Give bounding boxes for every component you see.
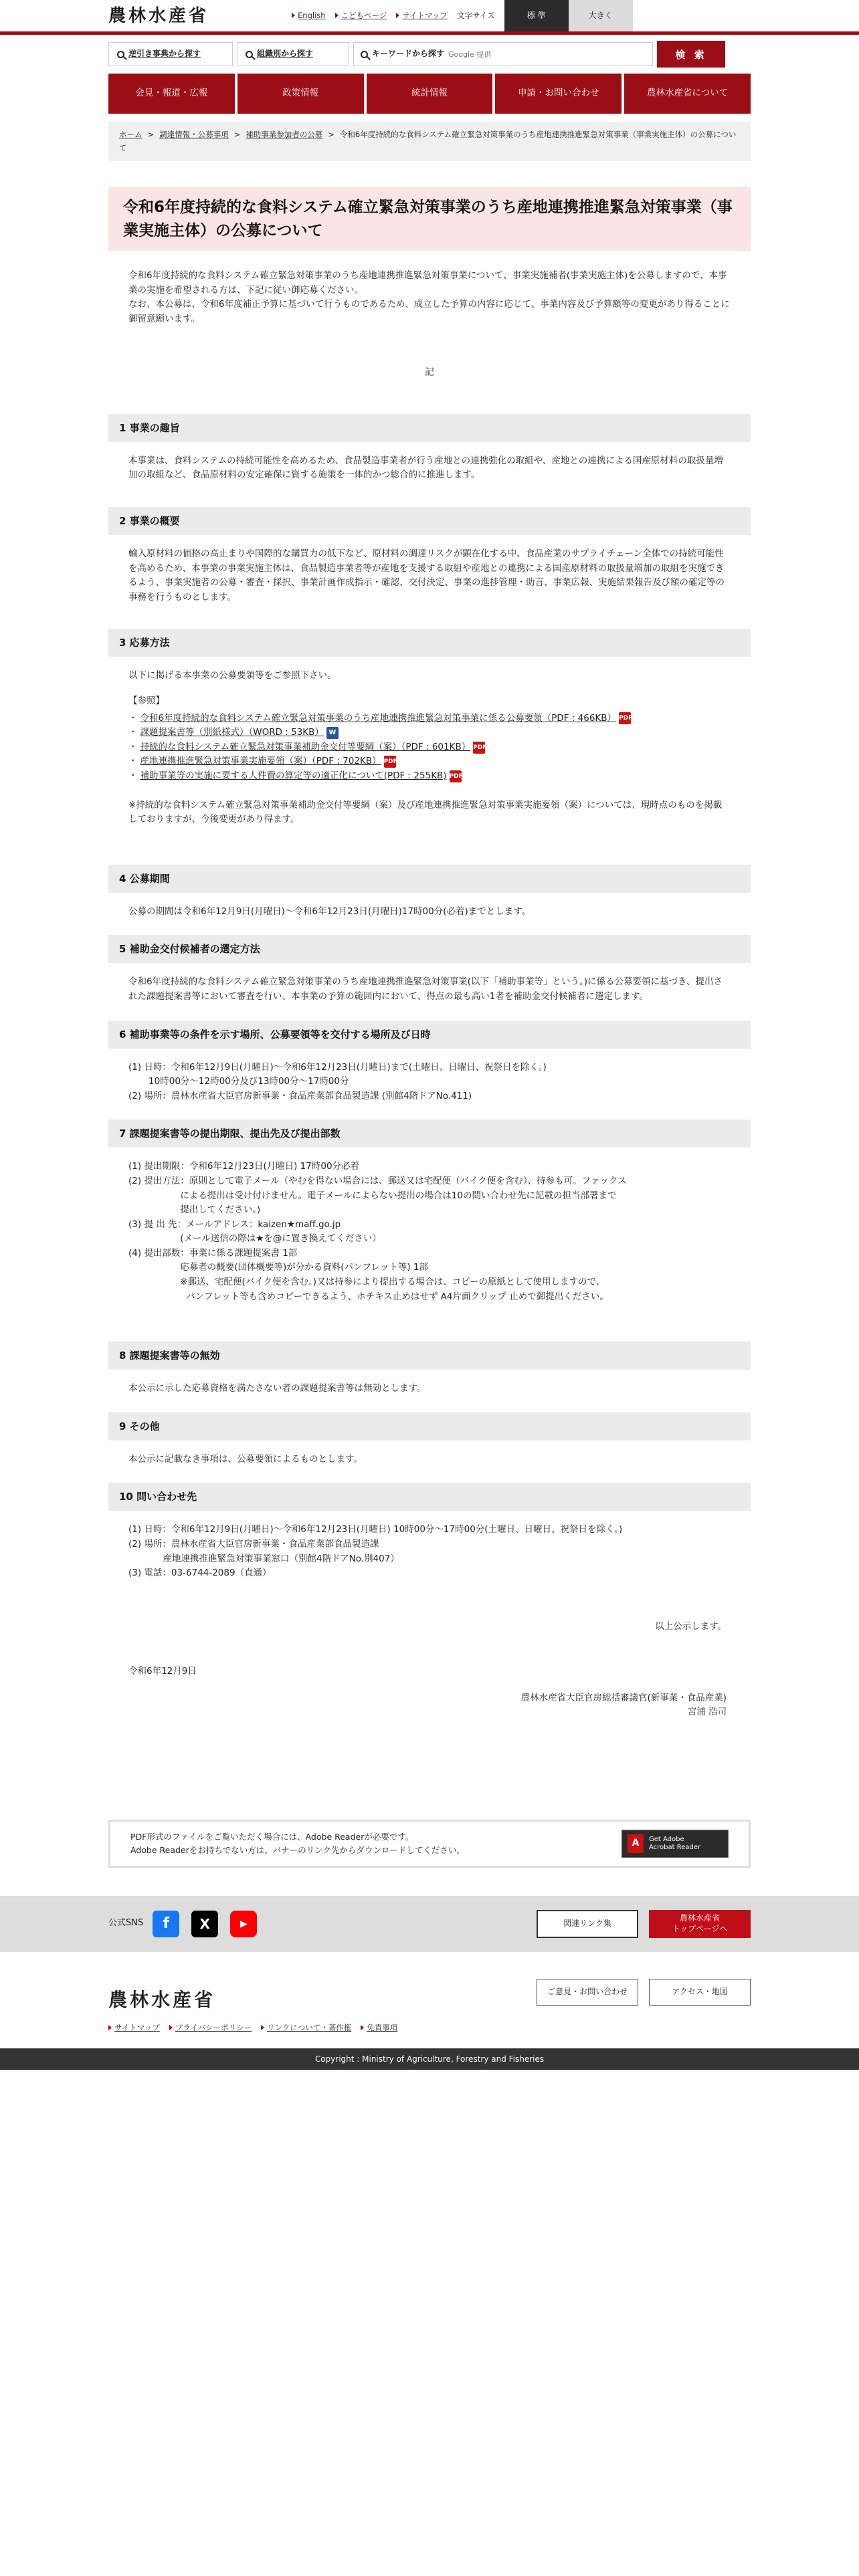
font-size-switcher — [457, 0, 633, 31]
list-item: ・ 課題提案書等（別紙様式）（WORD : 53KB） W — [128, 726, 731, 740]
section-line: (1) 提出期限：令和6年12月23日(月曜日) 17時00分必着 — [128, 1161, 360, 1172]
section-body — [108, 905, 751, 920]
top-header — [0, 0, 859, 35]
sitemap-link-label: サイトマップ — [402, 11, 448, 21]
gnav-policy[interactable]: 政策情報 — [237, 74, 364, 114]
list-item: ・ 産地連携推進緊急対策事業実施要領（案）（PDF : 702KB） PDF — [128, 754, 731, 769]
section-body — [108, 1453, 751, 1467]
section-text: 輸入原材料の価格の高止まりや国際的な購買力の低下など、原材料の調達リスクが顕在化する中、食品産業のサプライチェーン全体での持続可能性を高めるため、本事業の事業実施主体は、食品製造事業者等が産地を支援する取組や産地との連携による国産原材料の取扱量増加の取組を実施できるよう、事業実施者の公募・審査・採択、事業計画作成指示・確認、交付決定、事業の進捗管理・助言、事業広報、実施結果報告及び額の確定等の事務を行うものとします。 — [128, 548, 725, 603]
section-body — [108, 1061, 751, 1104]
maff-top-line: 農林水産省 — [679, 1913, 720, 1923]
section-heading: 1 事業の趣旨 — [108, 414, 751, 442]
section-line: 提出してください。) — [128, 1204, 261, 1216]
english-link-label: English — [298, 11, 326, 21]
section-text: 令和6年度持続的な食料システム確立緊急対策事業のうち産地連携推進緊急対策事業(以下「補助事業等」という。)に係る公募要領に基づき、提出された課題提案書等において審査を行い、本事業の予算の範囲内において、得点の最も高い1者を補助金交付候補者に選定します。 — [128, 976, 723, 1002]
adobe-button-line: Get Adobe — [649, 1835, 684, 1843]
font-size-standard-button[interactable]: 標 準 — [504, 0, 569, 31]
intro-paragraph: 令和6年度持続的な食料システム確立緊急対策事業のうち産地連携推進緊急対策事業について、事業実施補者(事業実施主体)を公募しますので、本事業の実施を希望される方は、下記に従い御応募ください。 — [128, 270, 727, 296]
breadcrumb-separator: > — [147, 130, 155, 139]
footer-link-sitemap[interactable] — [108, 2022, 160, 2034]
sitemap-link[interactable] — [396, 9, 448, 21]
section-text: 公募の期間は令和6年12月9日(月曜日)～令和6年12月23日(月曜日)17時00分(必着)までとします。 — [128, 905, 531, 917]
gnav-application[interactable]: 申請・お問い合わせ — [495, 74, 622, 114]
pdf-icon: PDF — [450, 770, 462, 782]
adobe-button-text — [649, 1836, 700, 1852]
section-line: (2) 場所：農林水産省大臣官房新事業・食品産業部食品製造課 — [128, 1539, 379, 1550]
announcement-date: 令和6年12月9日 — [128, 1666, 197, 1677]
ref-link-implementation[interactable]: 産地連携推進緊急対策事業実施要領（案）（PDF : 702KB） — [140, 756, 381, 767]
section-body — [108, 1160, 751, 1304]
section-line: (3) 電話：03-6744-2089（直通） — [128, 1568, 272, 1579]
reference-label: 【参照】 — [128, 695, 165, 707]
section-body — [108, 547, 751, 605]
section-heading: 10 問い合わせ先 — [108, 1483, 751, 1511]
english-link[interactable] — [292, 9, 326, 21]
adobe-button-line: Acrobat Reader — [649, 1843, 701, 1851]
breadcrumb-subsidy[interactable]: 補助事業参加者の公募 — [246, 130, 323, 139]
get-adobe-reader-button[interactable] — [622, 1830, 729, 1858]
intro — [108, 251, 751, 326]
search-row — [0, 35, 859, 74]
breadcrumb-separator: > — [328, 130, 335, 139]
site-logo[interactable]: 農林水産省 — [108, 5, 209, 26]
footer-link-label: プライバシーポリシー — [175, 2022, 252, 2032]
arrow-icon — [396, 13, 399, 18]
section-heading: 4 公募期間 — [108, 865, 751, 893]
arrow-icon — [169, 2025, 173, 2030]
arrow-icon — [335, 13, 339, 18]
arrow-icon — [261, 2025, 264, 2030]
search-icon — [361, 51, 368, 58]
footer-right-buttons — [537, 1979, 751, 2006]
ref-link-grant-rules[interactable]: 持続的な食料システム確立緊急対策事業補助金交付等要綱（案）（PDF : 601KB） — [140, 741, 471, 752]
breadcrumb-current: 令和6年度持続的な食料システム確立緊急対策事業のうち産地連携推進緊急対策事業（事業実施主体）の公募について — [119, 130, 737, 152]
footer-link-copyright[interactable] — [261, 2022, 351, 2034]
section-heading: 6 補助事業等の条件を示す場所、公募要領等を交付する場所及び日時 — [108, 1021, 751, 1049]
section-line: ※郵送、宅配便(バイク便を含む。)又は持参により提出する場合は、コピーの原紙として使用しますので、 — [128, 1277, 605, 1288]
footer-link-label: 免責事項 — [367, 2022, 398, 2032]
list-item: ・ 補助事業等の実施に要する人件費の算定等の適正化について(PDF : 255KB) PDF — [128, 769, 731, 784]
section-line: (メール送信の際は★を@に置き換えてください） — [128, 1233, 381, 1245]
search-by-purpose-label: 逆引き事典から探す — [128, 49, 201, 59]
sns-label: 公式SNS — [108, 1918, 144, 1929]
adobe-notice-line: Adobe Readerをお持ちでない方は、バナーのリンク先からダウンロードしてください。 — [130, 1844, 465, 1855]
section-heading: 2 事業の概要 — [108, 507, 751, 535]
section-line: (1) 日時：令和6年12月9日(月曜日)～令和6年12月23日(月曜日) 10時00分～17時00分(土曜日、日曜日、祝祭日を除く。) — [128, 1524, 623, 1535]
section-heading: 5 補助金交付候補者の選定方法 — [108, 935, 751, 963]
search-by-org-button[interactable] — [237, 42, 349, 66]
section-text: 本公示に記載なき事項は、公募要領によるものとします。 — [128, 1453, 363, 1465]
facebook-icon[interactable]: f — [153, 1911, 179, 1937]
section-line: (2) 場所：農林水産省大臣官房新事業・食品産業部食品製造課 (別館4階ドアNo.411) — [128, 1090, 472, 1101]
font-size-label: 文字サイズ — [457, 11, 495, 21]
keyword-search-input[interactable] — [448, 45, 646, 63]
signer — [108, 1691, 751, 1719]
page-title: 令和6年度持続的な食料システム確立緊急対策事業のうち産地連携推進緊急対策事業（事業実施主体）の公募について — [108, 187, 751, 251]
related-links-button[interactable]: 関連リンク集 — [537, 1910, 638, 1938]
adobe-icon: A — [628, 1834, 644, 1853]
closing-text: 以上公示します。 — [655, 1620, 727, 1632]
font-size-large-button[interactable]: 大きく — [569, 0, 633, 31]
ref-link-forms[interactable]: 課題提案書等（別紙様式）（WORD : 53KB） — [140, 727, 324, 738]
signer-name: 宮浦 浩司 — [687, 1706, 727, 1717]
section-text: 本公示に示した応募資格を満たさない者の課題提案書等は無効とします。 — [128, 1383, 426, 1394]
word-icon: W — [326, 727, 339, 739]
search-icon — [246, 51, 253, 58]
section-body — [108, 1382, 751, 1396]
gnav-about[interactable]: 農林水産省について — [624, 74, 751, 114]
pdf-icon: PDF — [619, 712, 631, 724]
gnav-statistics[interactable]: 統計情報 — [367, 74, 493, 114]
list-item: ・ 持続的な食料システム確立緊急対策事業補助金交付等要綱（案）（PDF : 601KB） PDF — [128, 740, 731, 755]
reference-list — [128, 712, 731, 784]
access-map-button[interactable]: アクセス・地図 — [649, 1979, 751, 2006]
search-by-org-label: 組織別から探す — [257, 49, 314, 59]
section-line: (1) 日時：令和6年12月9日(月曜日)～令和6年12月23日(月曜日)まで(土曜日、日曜日、祝祭日を除く。) — [128, 1061, 547, 1073]
footer-link-label: サイトマップ — [114, 2022, 160, 2032]
ref-link-personnel-cost[interactable]: 補助事業等の実施に要する人件費の算定等の適正化について(PDF : 255KB) — [140, 770, 447, 781]
section-line: (2) 提出方法：原則として電子メール（やむを得ない場合には、郵送又は宅配便（バイク便を含む）、持参も可。ファックス — [128, 1175, 627, 1186]
search-submit-button[interactable]: 検 索 — [657, 41, 725, 68]
section-body — [108, 454, 751, 483]
footer — [0, 1952, 859, 2080]
gnav-press[interactable]: 会見・報道・広報 — [108, 74, 235, 114]
adobe-notice-text — [130, 1830, 465, 1857]
section-line: 産地連携推進緊急対策事業窓口（別館4階ドアNo.別407） — [128, 1553, 399, 1564]
footer-links — [108, 2022, 397, 2034]
maff-top-line: トップページへ — [672, 1923, 728, 1933]
keyword-search-box — [353, 42, 653, 66]
global-nav — [108, 74, 751, 114]
adobe-notice-line: PDF形式のファイルをご覧いただく場合には、Adobe Readerが必要です。 — [130, 1831, 414, 1842]
breadcrumb — [108, 122, 751, 161]
sns-right-buttons — [537, 1910, 751, 1938]
intro-paragraph: なお、本公募は、令和6年度補正予算に基づいて行うものであるため、成立した予算の内容に応じて、事業内容及び予算額等の変更があり得ることに御留意願います。 — [128, 299, 730, 324]
section-body — [108, 669, 751, 827]
section-body — [108, 975, 751, 1004]
kids-page-link-label: こどもページ — [341, 11, 387, 21]
section-body — [108, 1523, 751, 1580]
breadcrumb-separator: > — [233, 130, 241, 139]
utility-links — [292, 9, 448, 21]
keyword-search-label: キーワードから探す — [372, 49, 445, 59]
footer-left — [108, 1979, 397, 2034]
search-icon — [117, 51, 124, 58]
copyright-bar: Copyright : Ministry of Agriculture, Forestry and Fisheries — [0, 2048, 859, 2070]
section-line: (3) 提 出 先：メールアドレス：kaizen★maff.go.jp — [128, 1218, 341, 1230]
youtube-icon[interactable]: ▶ — [230, 1911, 257, 1937]
pdf-icon: PDF — [384, 756, 396, 768]
adobe-reader-notice — [108, 1820, 751, 1868]
section-heading: 9 その他 — [108, 1412, 751, 1440]
sns-band — [0, 1896, 859, 1952]
signer-title: 農林水産省大臣官房総括審議官(新事業・食品産業) — [520, 1693, 727, 1704]
section-line: 10時00分～12時00分及び13時00分～17時00分 — [128, 1076, 349, 1087]
section-heading: 7 課題提案書等の提出期限、提出先及び提出部数 — [108, 1119, 751, 1148]
section-heading: 3 応募方法 — [108, 629, 751, 657]
section-line: による提出は受け付けません。電子メールによらない提出の場合は10の問い合わせ先に記載の担当部署まで — [128, 1190, 617, 1201]
section-line: (4) 提出部数：事業に係る課題提案書 1部 — [128, 1247, 298, 1259]
x-twitter-icon[interactable]: X — [191, 1911, 218, 1937]
ki-heading: 記 — [425, 367, 434, 379]
arrow-icon — [292, 13, 295, 18]
arrow-icon — [361, 2025, 364, 2030]
search-by-purpose-button[interactable] — [108, 42, 233, 66]
list-item: ・ 令和6年度持続的な食料システム確立緊急対策事業のうち産地連携推進緊急対策事業に係る公募要領（PDF : 466KB） PDF — [128, 712, 731, 726]
kids-page-link[interactable] — [335, 9, 387, 21]
contact-button[interactable]: ご意見・お問い合わせ — [537, 1979, 638, 2006]
bottom-space — [0, 2080, 859, 2502]
section-line: 応募者の概要(団体概要等)が分かる資料(パンフレット等) 1部 — [128, 1262, 429, 1273]
section-line: パンフレット等も含めコピーできるよう、ホチキス止めはせず A4片面クリップ 止めで御提出ください。 — [128, 1291, 609, 1302]
breadcrumb-procurement[interactable]: 調達情報・公募事項 — [159, 130, 229, 139]
section-text: 以下に掲げる本事業の公募要領等をご参照下さい。 — [128, 670, 337, 681]
section-heading: 8 課題提案書等の無効 — [108, 1341, 751, 1370]
footer-link-disclaimer[interactable] — [361, 2022, 397, 2034]
section-note: ※持続的な食料システム確立緊急対策事業補助金交付等要綱（案）及び産地連携推進緊急対策事業実施要領（案）については、現時点のものを掲載しておりますが、今後変更があり得ます。 — [128, 799, 723, 825]
footer-logo[interactable]: 農林水産省 — [108, 1988, 216, 2011]
arrow-icon — [108, 2025, 112, 2030]
section-text: 本事業は、食料システムの持続可能性を高めるため、食品製造事業者が行う産地との連携強化の取組や、産地との連携による国産原材料の取扱量増加の取組など、食品原材料の安定確保に資する施策を一体的かつ総合的に推進します。 — [128, 455, 723, 481]
ref-link-guidelines[interactable]: 令和6年度持続的な食料システム確立緊急対策事業のうち産地連携推進緊急対策事業に係る公募要領（PDF : 466KB） — [140, 712, 617, 724]
breadcrumb-home[interactable]: ホーム — [119, 130, 142, 139]
pdf-icon: PDF — [473, 742, 485, 754]
footer-link-privacy[interactable] — [169, 2022, 252, 2034]
footer-link-label: リンクについて・著作権 — [267, 2022, 352, 2032]
maff-top-button[interactable] — [649, 1910, 751, 1938]
